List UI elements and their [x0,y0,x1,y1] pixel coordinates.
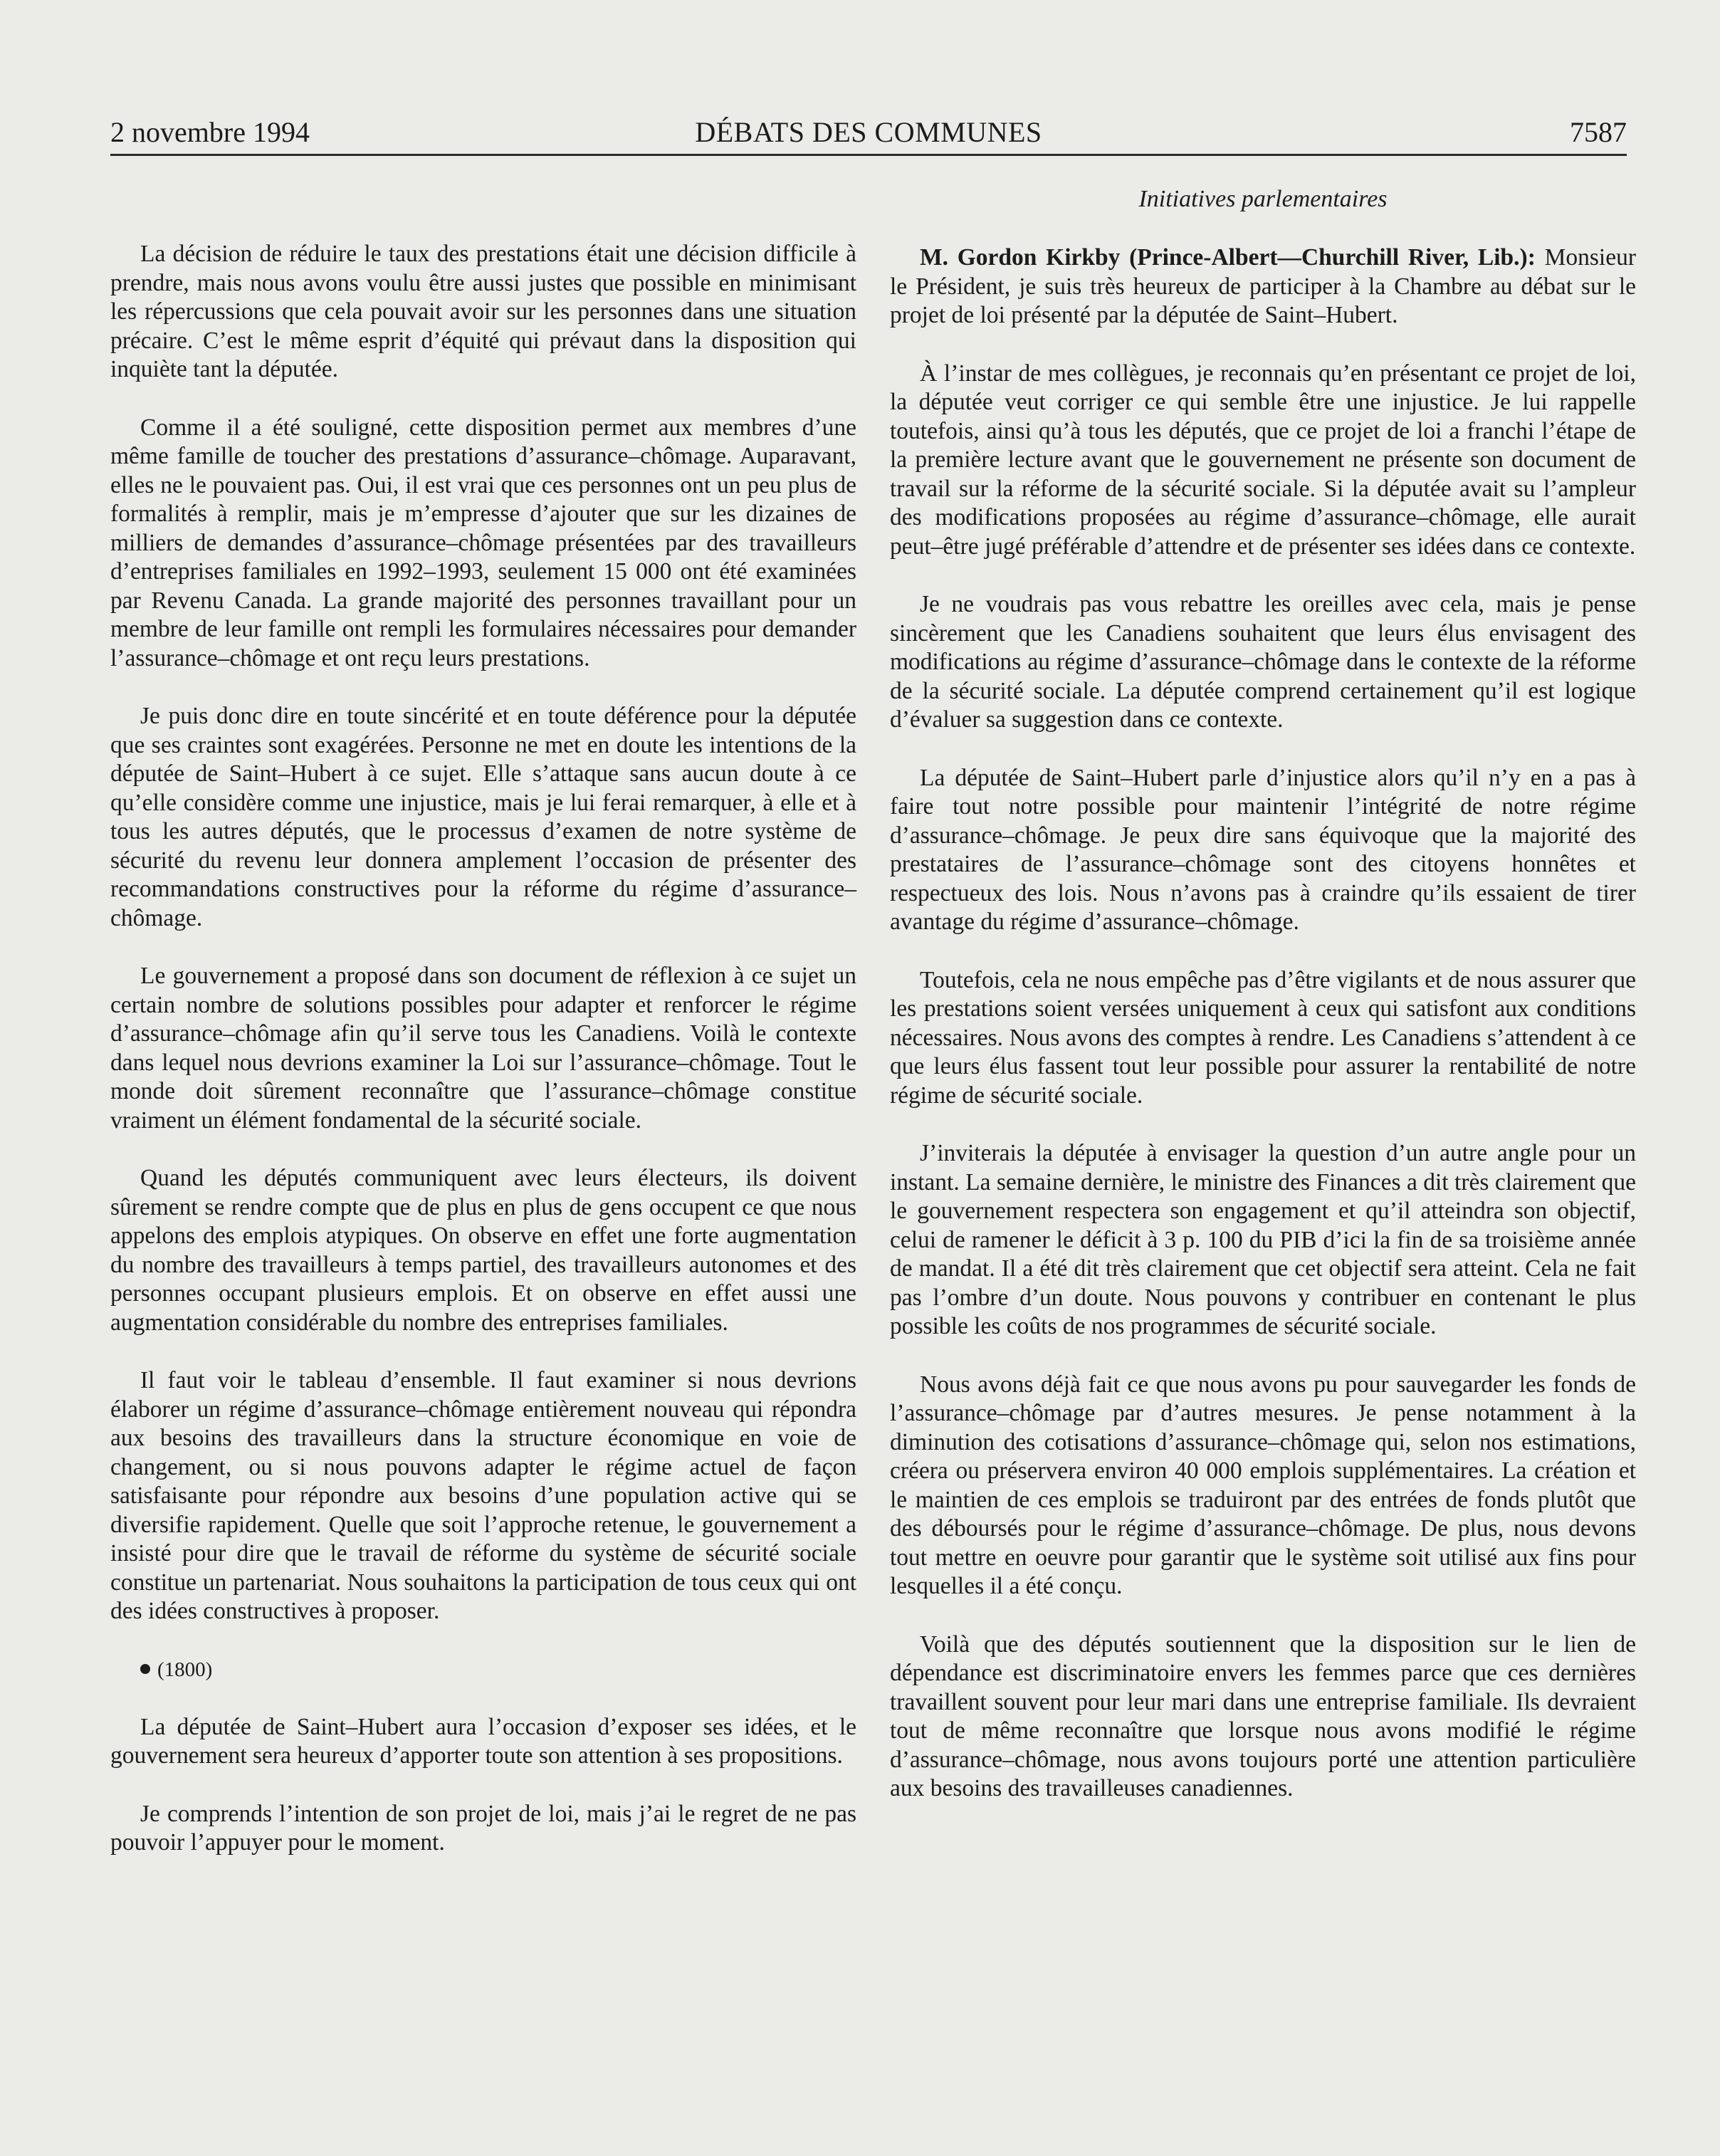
timestamp-text: (1800) [157,1658,213,1681]
paragraph: J’inviterais la députée à envisager la question d’un autre angle pour un instant. La semaine dernière, le ministre des Finances a dit très clairement que le gouvernement respectera son engagement et qu’il atteindra son objectif, celui de ramener le déficit à 3 p. 100 du PIB d’ici la fin de sa troisième année de mandat. Il a été dit très clairement que cet objectif sera atteint. Cela ne fait pas l’ombre d’un doute. Nous pouvons y contribuer en contenant le plus possible les coûts de nos programmes de sécurité sociale. [890,1140,1636,1339]
paragraph: Je ne voudrais pas vous rebattre les oreilles avec cela, mais je pense sincèrement que les Canadiens souhaitent que leurs élus envisagent des modifications au régime d’assurance–chômage dans le contexte de la réforme de la sécurité sociale. La députée comprend certainement qu’il est logique d’évaluer sa suggestion dans ce contexte. [890,591,1636,733]
header-rule [110,154,1627,156]
speaker-name: M. Gordon Kirkby (Prince-Albert—Churchill River, Lib.): [920,244,1536,271]
paragraph: Comme il a été souligné, cette disposition permet aux membres d’une même famille de toucher des prestations d’assurance–chômage. Auparavant, elles ne le pouvaient pas. Oui, il est vrai que ces personnes ont un peu plus de formalités à remplir, mais je m’empresse d’ajouter que sur les dizaines de milliers de demandes d’assurance–chômage présentées par des travailleurs d’entreprises familiales en 1992–1993, seulement 15 000 ont été examinées par Revenu Canada. La grande majorité des personnes travaillant pour un membre de leur famille ont rempli les formulaires nécessaires pour demander l’assurance–chômage et ont reçu leurs prestations. [110,414,856,671]
right-column [890,184,1636,1833]
paragraph: Nous avons déjà fait ce que nous avons pu pour sauvegarder les fonds de l’assurance–chômage par d’autres mesures. Je pense notamment à la diminution des cotisations d’assurance–chômage qui, selon nos estimations, créera ou préservera environ 40 000 emplois supplémentaires. La création et le maintien de ces emplois se traduiront par des entrées de fonds plutôt que des déboursés pour le régime d’assurance–chômage. De plus, nous devons tout mettre en oeuvre pour garantir que le système soit utilisé aux fins pour lesquelles il a été conçu. [890,1371,1636,1599]
paragraph: Quand les députés communiquent avec leurs électeurs, ils doivent sûrement se rendre compte que de plus en plus de gens occupent ce que nous appelons des emplois atypiques. On observe en effet une forte augmentation du nombre des travailleurs à temps partiel, des travailleurs autonomes et des personnes occupant plusieurs emplois. Et on observe en effet aussi une augmentation considérable du nombre des entreprises familiales. [110,1165,856,1336]
speaker-text: Monsieur le Président, je suis très heureux de participer à la Chambre au débat sur le projet de loi présenté par la députée de Saint–Hubert. [890,244,1637,328]
header-page-number: 7587 [1570,116,1627,148]
paragraph: La députée de Saint–Hubert parle d’injustice alors qu’il n’y en a pas à faire tout notre possible pour maintenir l’intégrité de notre régime d’assurance–chômage. Je peux dire sans équivoque que la majorité des prestataires de l’assurance–chômage sont des citoyens honnêtes et respectueux des lois. Nous n’avons pas à craindre qu’ils essaient de tirer avantage du régime d’assurance–chômage. [890,764,1636,935]
paragraph: Je puis donc dire en toute sincérité et en toute déférence pour la députée que ses craintes sont exagérées. Personne ne met en doute les intentions de la députée de Saint–Hubert à ce sujet. Elle s’attaque sans aucun doute à ce qu’elle considère comme une injustice, mais je lui ferai remarquer, à elle et à tous les autres députés, que le processus d’examen de notre système de sécurité du revenu leur donnera amplement l’occasion de présenter des recommandations constructives pour la réforme du régime d’assurance–chômage. [110,703,856,931]
page-header [110,112,1627,152]
paragraph: À l’instar de mes collègues, je reconnais qu’en présentant ce projet de loi, la députée veut corriger ce qui semble être une injustice. Je lui rappelle toutefois, ainsi qu’à tous les députés, que ce projet de loi a franchi l’étape de la première lecture avant que le gouvernement ne présente son document de travail sur la réforme de la sécurité sociale. Si la députée avait su l’ampleur des modifications proposées au régime d’assurance–chômage, elle aurait peut–être jugé préférable d’attendre et de présenter ses idées dans ce contexte. [890,360,1636,560]
header-title: DÉBATS DES COMMUNES [695,116,1042,148]
header-date: 2 novembre 1994 [110,116,310,148]
left-column [110,240,856,1887]
bullet-icon [140,1664,150,1674]
section-heading: Initiatives parlementaires [1138,186,1388,212]
paragraph: Il faut voir le tableau d’ensemble. Il faut examiner si nous devrions élaborer un régime d’assurance–chômage entièrement nouveau qui répondra aux besoins des travailleurs dans la structure économique en voie de changement, ou si nous pouvons adapter le régime actuel de façon satisfaisante pour répondre aux besoins d’une population active qui se diversifie rapidement. Quelle que soit l’approche retenue, le gouvernement a insisté pour dire que le travail de réforme du système de sécurité sociale constitue un partenariat. Nous souhaitons la participation de tous ceux qui ont des idées constructives à proposer. [110,1367,856,1624]
paragraph: Je comprends l’intention de son projet de loi, mais j’ai le regret de ne pas pouvoir l’appuyer pour le moment. [110,1800,856,1856]
paragraph: Toutefois, cela ne nous empêche pas d’être vigilants et de nous assurer que les prestations soient versées uniquement à ceux qui satisfont aux conditions nécessaires. Nous avons des comptes à rendre. Les Canadiens s’attendent à ce que leurs élus fassent tout leur possible pour assurer la rentabilité de notre régime de sécurité sociale. [890,966,1636,1109]
paragraph: La décision de réduire le taux des prestations était une décision difficile à prendre, mais nous avons voulu être aussi justes que possible en minimisant les répercussions que cela pouvait avoir sur les personnes dans une situation précaire. C’est le même esprit d’équité qui prévaut dans la disposition qui inquiète tant la députée. [110,241,856,382]
paragraph: Voilà que des députés soutiennent que la disposition sur le lien de dépendance est discriminatoire envers les femmes parce que ces dernières travaillent souvent pour leur mari dans une entreprise familiale. Ils devraient tout de même reconnaître que lorsque nous avons modifié le régime d’assurance–chômage, nous avons toujours porté une attention particulière aux besoins des travailleuses canadiennes. [890,1631,1636,1801]
paragraph: La députée de Saint–Hubert aura l’occasion d’exposer ses idées, et le gouvernement sera heureux d’apporter toute son attention à ses propositions. [110,1713,856,1769]
speaker-paragraph [890,244,1636,330]
paragraph: Le gouvernement a proposé dans son document de réflexion à ce sujet un certain nombre de solutions possibles pour adapter et renforcer le régime d’assurance–chômage afin qu’il serve tous les Canadiens. Voilà le contexte dans lequel nous devrions examiner la Loi sur l’assurance–chômage. Tout le monde doit sûrement reconnaître que l’assurance–chômage constitue vraiment un élément fondamental de la sécurité sociale. [110,963,856,1134]
timestamp-marker [110,1655,856,1684]
